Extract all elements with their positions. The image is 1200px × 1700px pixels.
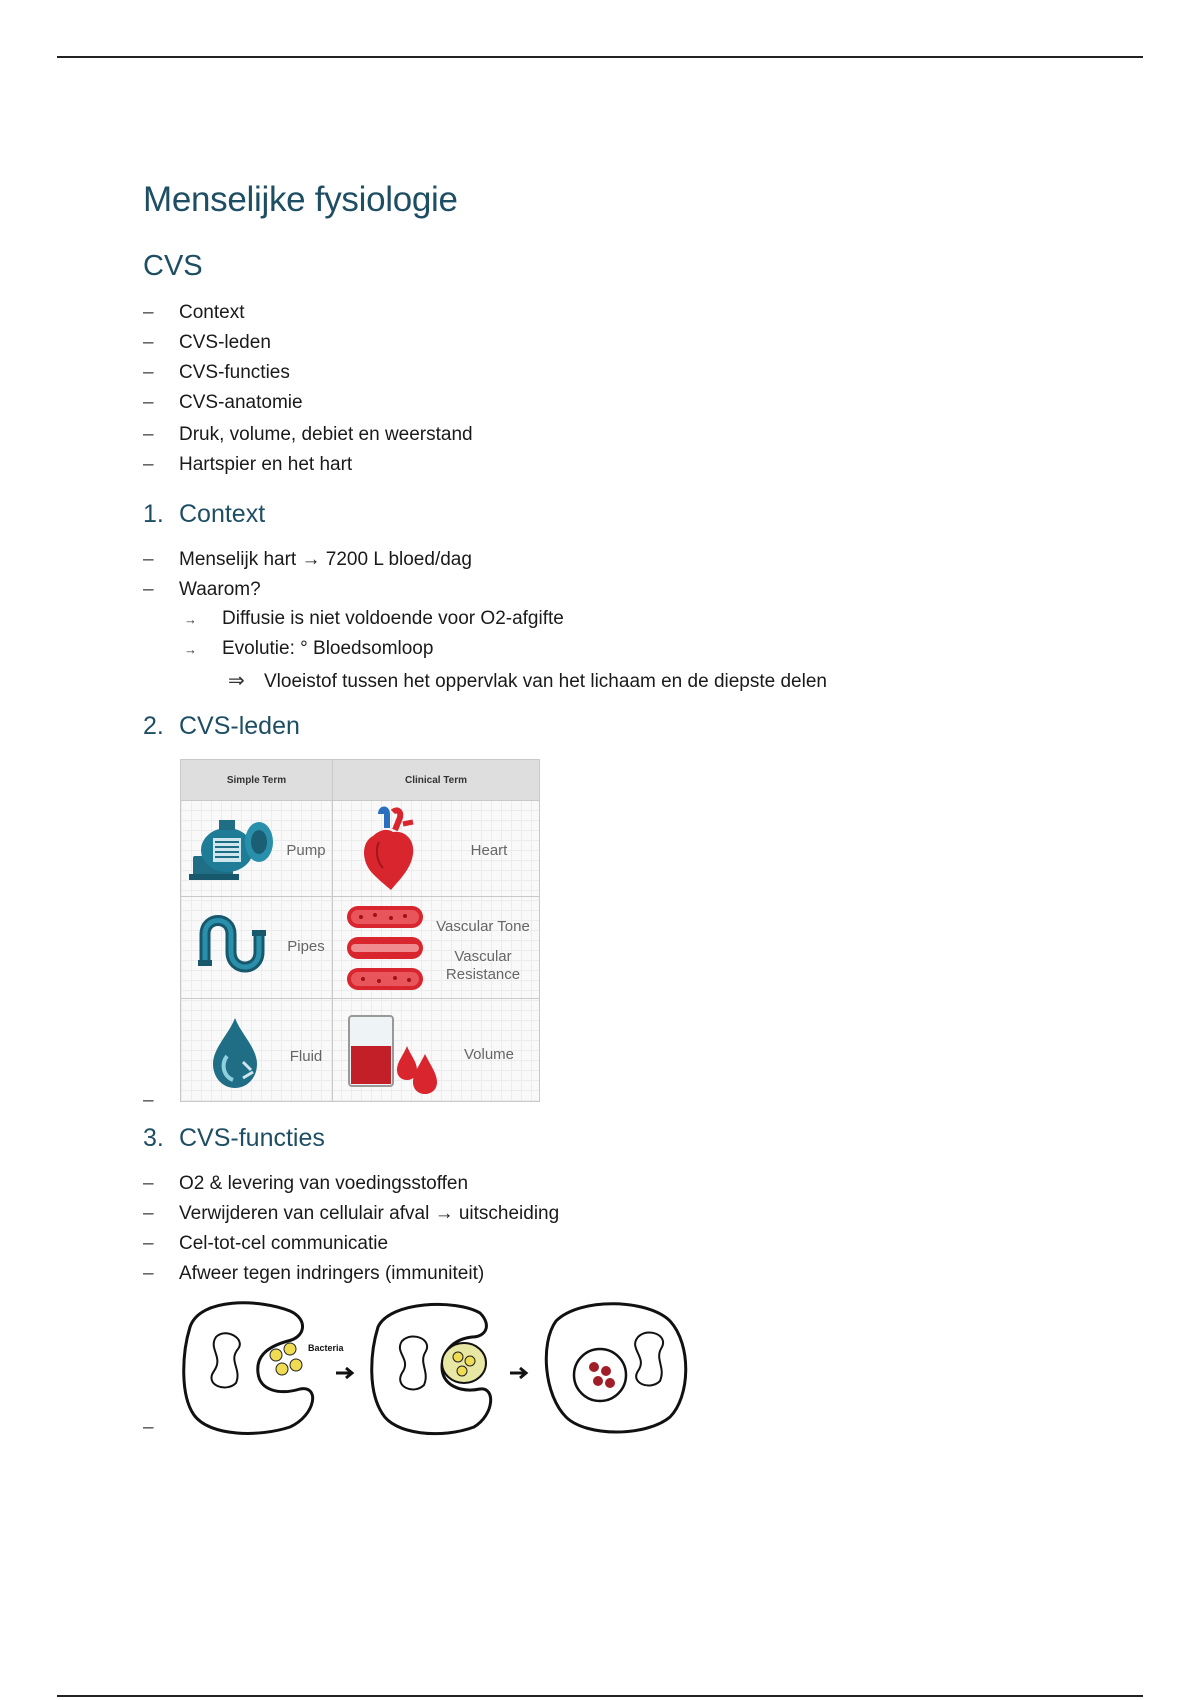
bottom-rule xyxy=(57,1695,1143,1697)
bacteria-label: Bacteria xyxy=(308,1343,344,1353)
table-header-simple: Simple Term xyxy=(181,760,332,800)
sub-list-item: → Evolutie: ° Bloedsomloop xyxy=(184,638,434,659)
table-cell-clinical: Vascular Tone xyxy=(436,918,530,935)
list-item: – CVS-leden xyxy=(143,332,271,353)
list-item: – Menselijk hart → 7200 L bloed/dag xyxy=(143,549,472,570)
table-cell-clinical: Heart xyxy=(470,842,508,859)
list-item: – CVS-anatomie xyxy=(143,392,303,413)
table-cell-simple: Pump xyxy=(286,842,326,859)
list-item: – Cel-tot-cel communicatie xyxy=(143,1233,389,1254)
heading-cvs-functies: 3. CVS-functies xyxy=(143,1124,325,1152)
blood-beaker-icon xyxy=(345,1012,441,1096)
sub-list-item: → Diffusie is niet voldoende voor O2-afgifte xyxy=(184,608,564,629)
list-item: – CVS-functies xyxy=(143,362,290,383)
table-cell-clinical: Vascular Resistance xyxy=(445,948,521,983)
pump-icon xyxy=(189,816,277,884)
list-item: – Afweer tegen indringers (immuniteit) xyxy=(143,1263,485,1284)
list-item: – xyxy=(143,1417,154,1438)
pipes-icon xyxy=(197,910,271,980)
list-item: – Verwijderen van cellulair afval → uitscheiding xyxy=(143,1203,560,1224)
list-item: – xyxy=(143,1090,154,1111)
list-item: – Hartspier en het hart xyxy=(143,454,353,475)
heading-context: 1. Context xyxy=(143,500,266,528)
table-cell-simple: Fluid xyxy=(289,1048,323,1065)
blood-vessels-icon xyxy=(345,904,425,992)
table-header-clinical: Clinical Term xyxy=(333,760,539,800)
heart-icon xyxy=(359,806,419,890)
page-title: Menselijke fysiologie xyxy=(143,180,458,219)
list-item: – Druk, volume, debiet en weerstand xyxy=(143,424,473,445)
table-cell-clinical: Volume xyxy=(463,1046,515,1063)
subsub-list-item: ⇒ Vloeistof tussen het oppervlak van het lichaam en de diepste delen xyxy=(228,670,827,692)
top-rule xyxy=(57,56,1143,58)
heading-cvs-leden: 2. CVS-leden xyxy=(143,712,300,740)
list-item: – Context xyxy=(143,302,245,323)
cvs-terms-table xyxy=(180,759,540,1102)
water-drop-icon xyxy=(207,1016,263,1090)
section-heading: CVS xyxy=(143,250,203,282)
phagocytosis-figure xyxy=(180,1297,700,1437)
table-cell-simple: Pipes xyxy=(287,938,325,955)
list-item: – O2 & levering van voedingsstoffen xyxy=(143,1173,469,1194)
list-item: – Waarom? xyxy=(143,579,261,600)
